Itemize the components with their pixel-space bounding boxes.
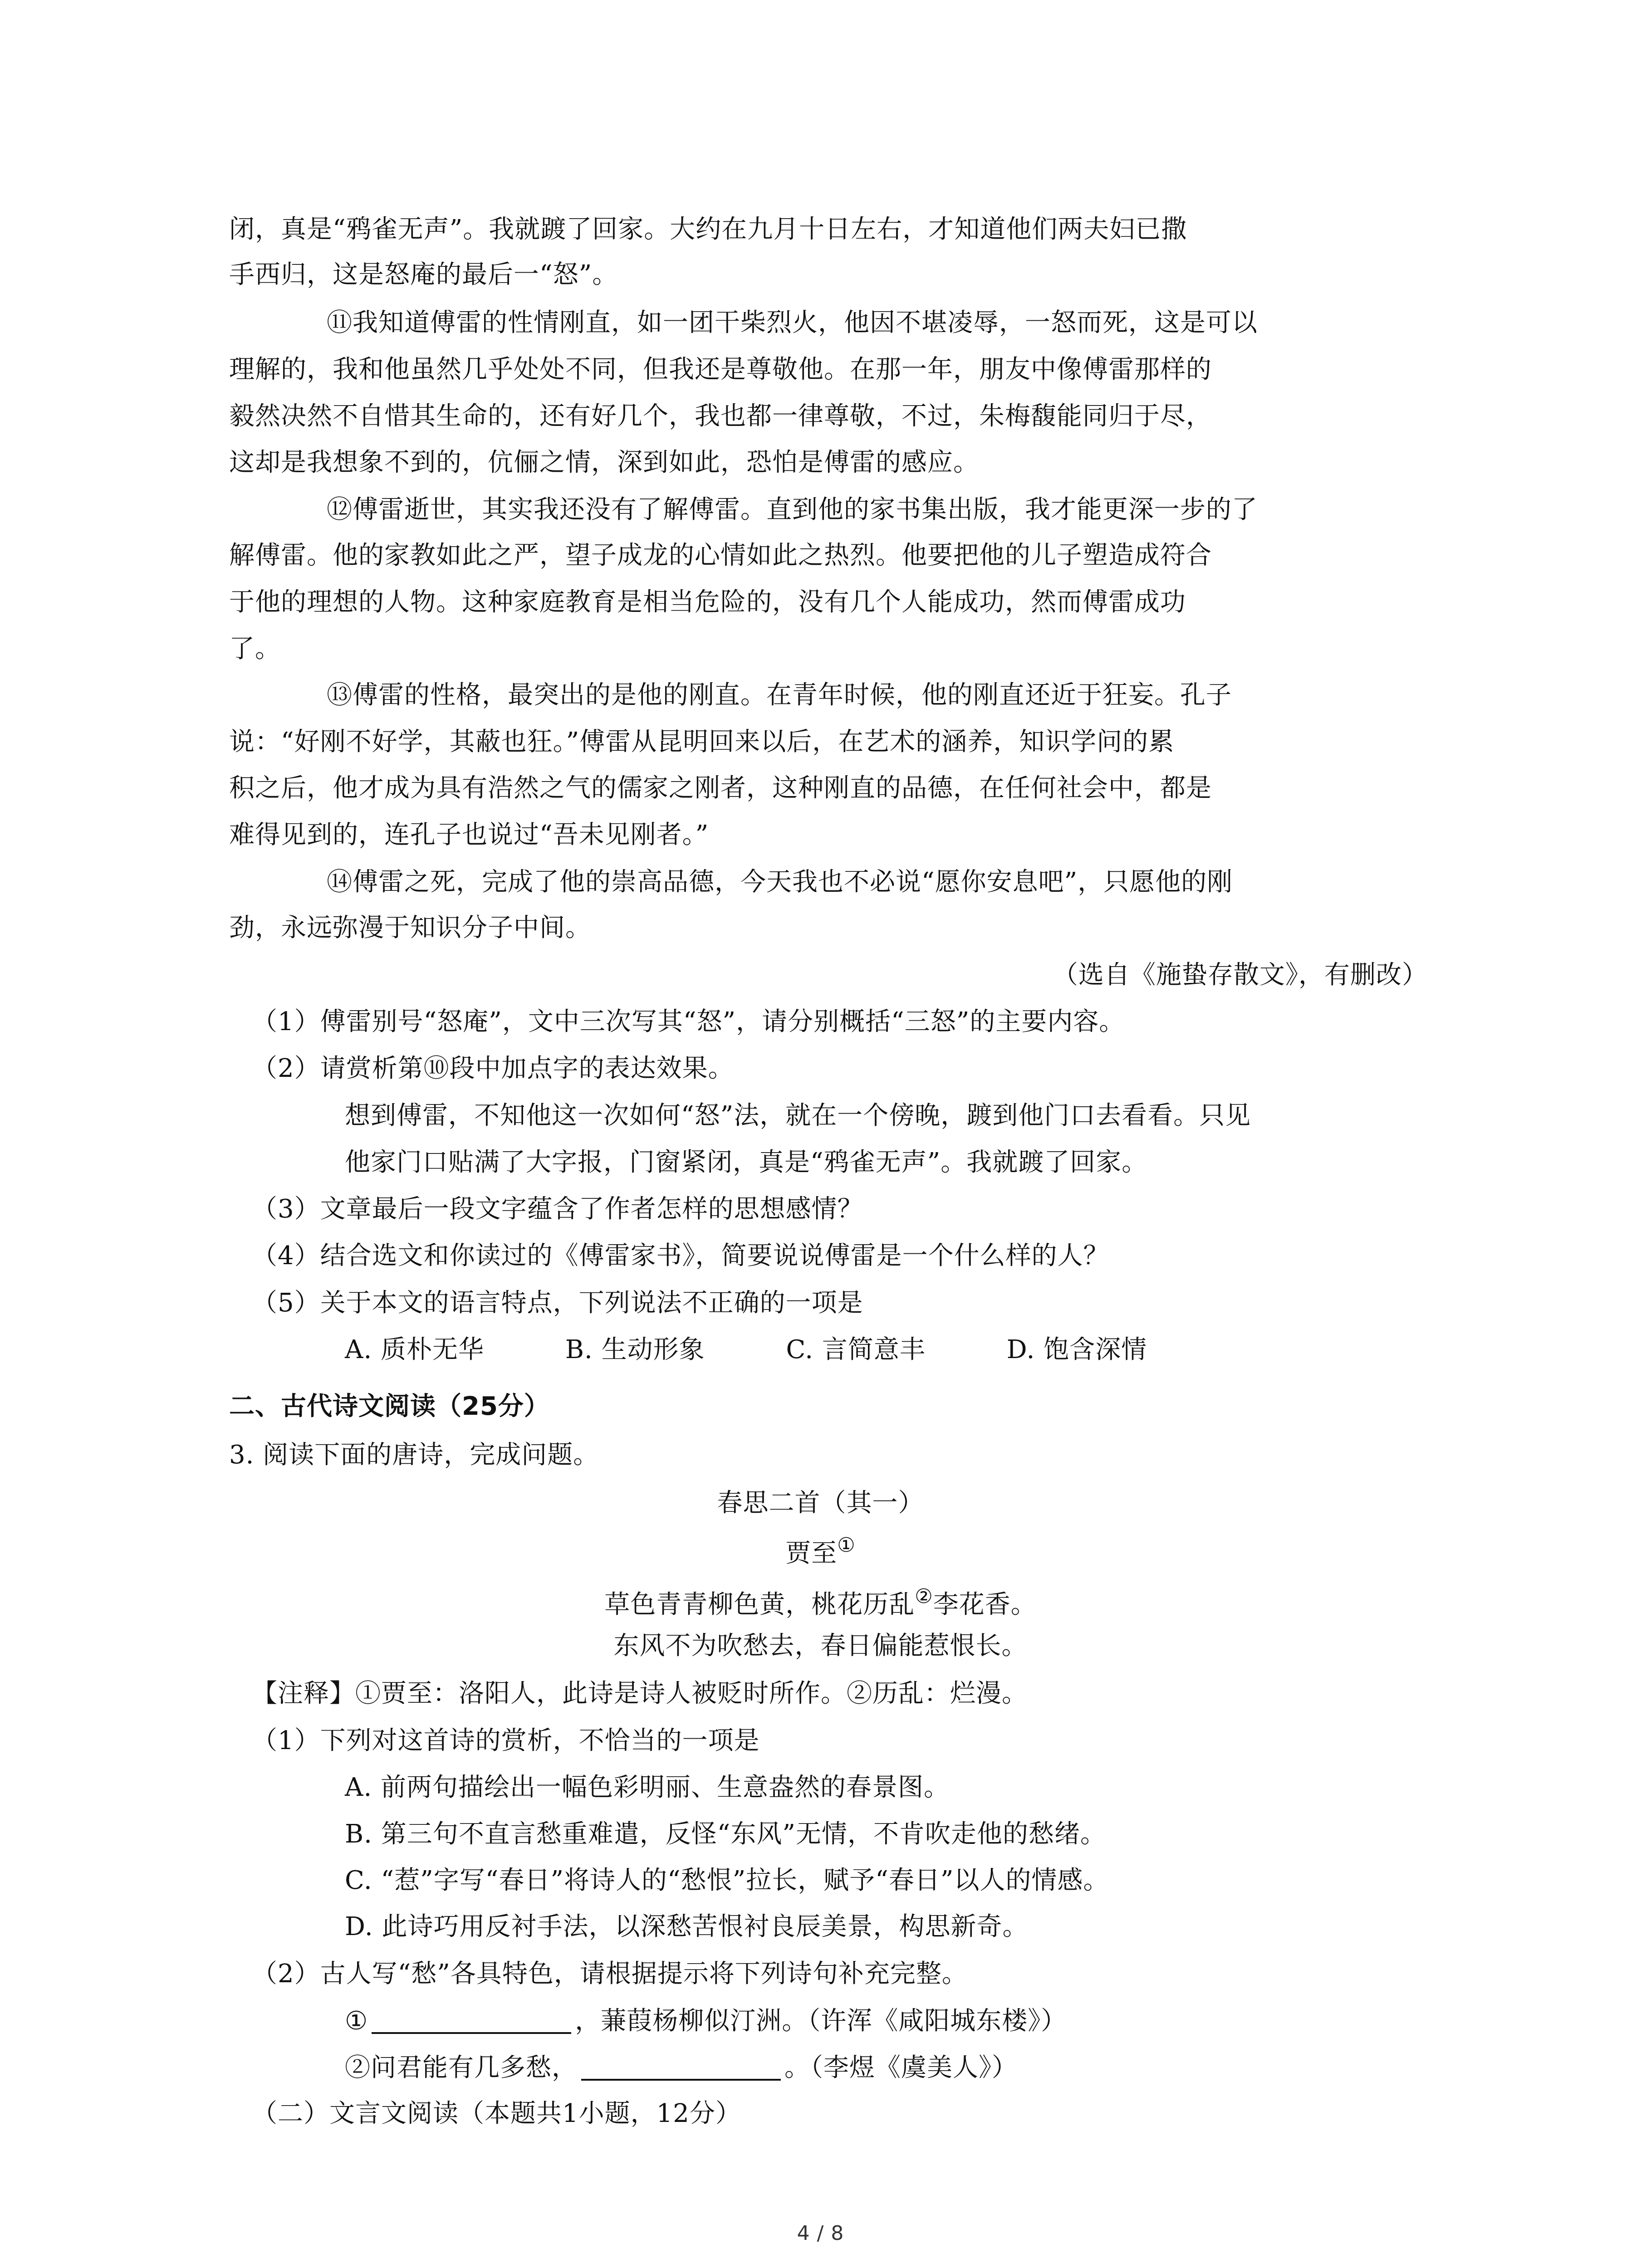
question-item: （2）请赏析第⑩段中加点字的表达效果。 (252, 1054, 734, 1083)
question-item: （3）文章最后一段文字蕴含了作者怎样的思想感情？ (252, 1194, 863, 1224)
answer-option: B. 第三句不直言愁重难遣，反怪“东风”无情，不肯吹走他的愁绪。 (345, 1819, 1107, 1849)
passage-line: 积之后，他才成为具有浩然之气的儒家之刚者，这种刚直的品德，在任何社会中，都是 (229, 773, 1212, 803)
passage-line: ⑬傅雷的性格，最突出的是他的刚直。在青年时候，他的刚直还近于狂妄。孔子 (327, 680, 1232, 710)
option-a: A. 质朴无华 (345, 1335, 485, 1364)
question-item: （5）关于本文的语言特点，下列说法不正确的一项是 (252, 1288, 863, 1318)
sub-section-heading: （二）文言文阅读（本题共1小题，12分） (252, 2099, 741, 2128)
question-intro: 3. 阅读下面的唐诗，完成问题。 (229, 1440, 599, 1470)
option-b: B. 生动形象 (565, 1335, 705, 1364)
passage-line: ⑪我知道傅雷的性情刚直，如一团干柴烈火，他因不堪凌辱，一怒而死，这是可以 (327, 308, 1258, 337)
fill-in-line: ②问君能有几多愁， 。（李煜《虞美人》） (345, 2053, 1018, 2082)
poem-title: 春思二首（其一） (717, 1488, 924, 1518)
passage-source: （选自《施蛰存散文》，有删改） (1053, 960, 1428, 990)
passage-line: ⑭傅雷之死，完成了他的崇高品德，今天我也不必说“愿你安息吧”，只愿他的刚 (327, 867, 1233, 897)
answer-option: A. 前两句描绘出一幅色彩明丽、生意盎然的春景图。 (345, 1773, 950, 1802)
passage-line: 说：“好刚不好学，其蔽也狂。”傅雷从昆明回来以后，在艺术的涵养，知识学问的累 (229, 727, 1175, 757)
answer-option: D. 此诗巧用反衬手法，以深愁苦恨衬良辰美景，构思新奇。 (345, 1912, 1029, 1941)
section-heading: 二、古代诗文阅读（25分） (229, 1392, 550, 1421)
question-item: （4）结合选文和你读过的《傅雷家书》，简要说说傅雷是一个什么样的人？ (252, 1241, 1109, 1271)
answer-blank[interactable] (372, 2009, 571, 2034)
passage-line: 于他的理想的人物。这种家庭教育是相当危险的，没有几个人能成功，然而傅雷成功 (229, 587, 1186, 617)
passage-line: 劲，永远弥漫于知识分子中间。 (229, 913, 591, 943)
passage-line: 这却是我想象不到的，伉俪之情，深到如此，恐怕是傅雷的感应。 (229, 448, 979, 477)
page-number: 4 / 8 (797, 2222, 844, 2245)
fill-in-line: ① ，蒹葭杨柳似汀洲。（许浑《咸阳城东楼》） (345, 2006, 1067, 2036)
quoted-excerpt: 他家门口贴满了大字报，门窗紧闭，真是“鸦雀无声”。我就踱了回家。 (345, 1148, 1148, 1177)
footnote-mark: ① (837, 1534, 856, 1557)
option-d: D. 饱含深情 (1006, 1335, 1147, 1364)
question-item: （1）傅雷别号“怒庵”，文中三次写其“怒”，请分别概括“三怒”的主要内容。 (252, 1007, 1125, 1036)
answer-options (345, 1337, 1220, 1363)
passage-line: 了。 (229, 634, 281, 664)
passage-line: 毅然决然不自惜其生命的，还有好几个，我也都一律尊敬，不过，朱梅馥能同归于尽， (229, 401, 1212, 431)
poem-author: 贾至① (785, 1534, 856, 1568)
answer-blank[interactable] (581, 2055, 781, 2081)
passage-line: ⑫傅雷逝世，其实我还没有了解傅雷。直到他的家书集出版，我才能更深一步的了 (327, 495, 1258, 524)
poem-line: 东风不为吹愁去，春日偏能惹恨长。 (613, 1631, 1028, 1661)
poem-note: 【注释】①贾至：洛阳人，此诗是诗人被贬时所作。②历乱：烂漫。 (252, 1679, 1028, 1708)
poem-line: 草色青青柳色黄，桃花历乱②李花香。 (604, 1585, 1037, 1619)
question-item: （2）古人写“愁”各具特色，请根据提示将下列诗句补充完整。 (252, 1959, 968, 1989)
footnote-mark: ② (915, 1585, 933, 1608)
passage-line: 手西归，这是怒庵的最后一“怒”。 (229, 260, 618, 289)
passage-line: 解傅雷。他的家教如此之严，望子成龙的心情如此之热烈。他要把他的儿子塑造成符合 (229, 541, 1212, 570)
passage-line: 理解的，我和他虽然几乎处处不同，但我还是尊敬他。在那一年，朋友中像傅雷那样的 (229, 355, 1212, 384)
option-c: C. 言简意丰 (786, 1335, 926, 1364)
passage-line: 闭，真是“鸦雀无声”。我就踱了回家。大约在九月十日左右，才知道他们两夫妇已撒 (229, 215, 1187, 244)
quoted-excerpt: 想到傅雷，不知他这一次如何“怒”法，就在一个傍晚，踱到他门口去看看。只见 (345, 1101, 1251, 1130)
answer-option: C. “惹”字写“春日”将诗人的“愁恨”拉长，赋予“春日”以人的情感。 (345, 1866, 1109, 1895)
question-item: （1）下列对这首诗的赏析，不恰当的一项是 (252, 1726, 760, 1755)
passage-line: 难得见到的，连孔子也说过“吾未见刚者。” (229, 820, 709, 850)
